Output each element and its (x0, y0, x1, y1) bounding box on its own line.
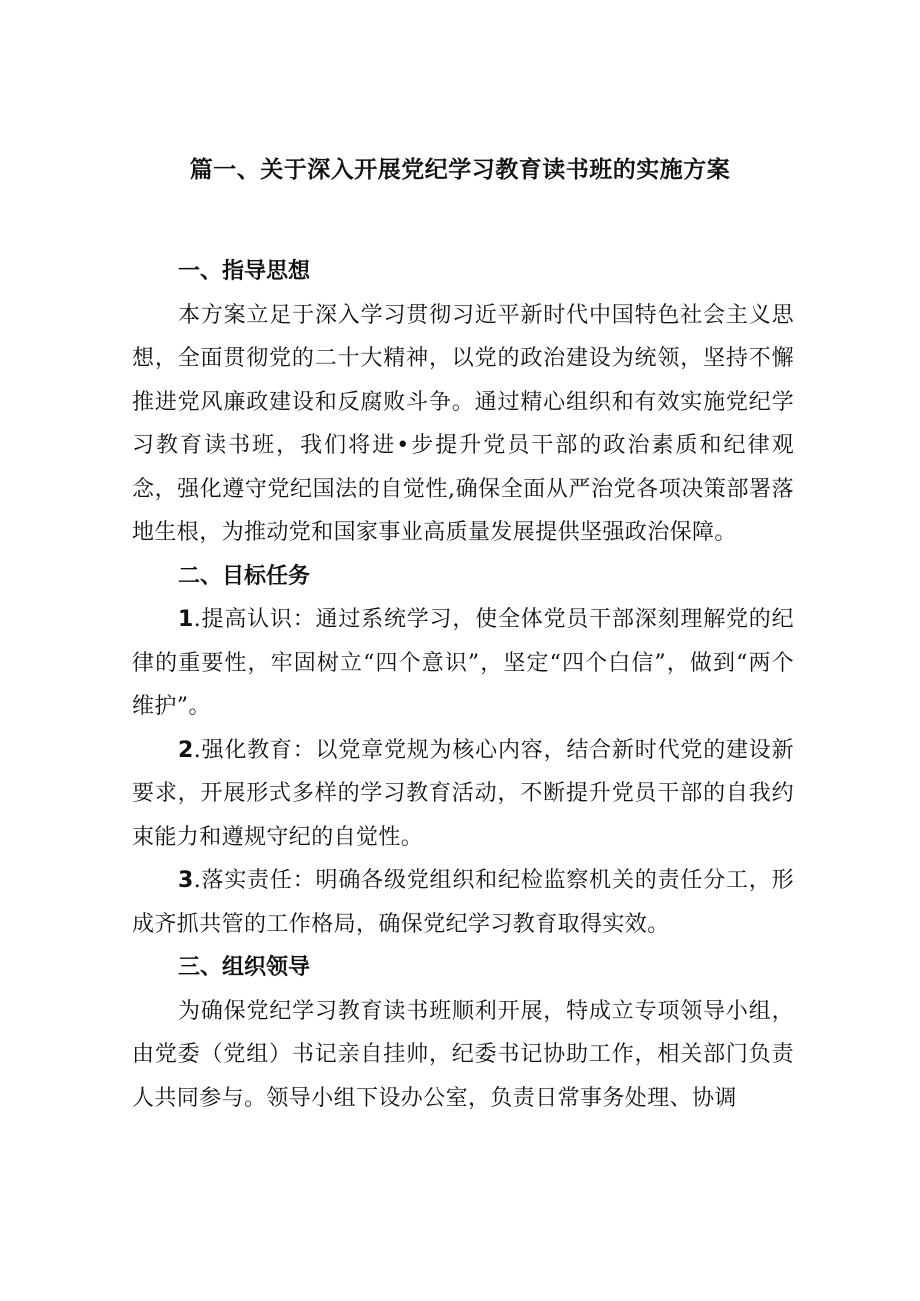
list-item-implement-responsibility (132, 859, 794, 946)
item-number: 3 (178, 868, 194, 893)
item-number: 2 (178, 737, 194, 763)
document-body (132, 250, 794, 1120)
section-heading-guiding-ideology: 一、指导思想 (178, 258, 311, 284)
item-text: .落实责任：明确各级党组织和纪检监察机关的责任分工，形成齐抓共管的工作格局，确保党纪学习教育取得实效。 (132, 868, 794, 937)
paragraph-organization-leadership: 为确保党纪学习教育读书班顺利开展，特成立专项领导小组，由党委（党组）书记亲自挂帅，纪委书记协助工作，相关部门负责人共同参与。领导小组下设办公室，负责日常事务处理、协调 (132, 998, 794, 1111)
item-text: .提高认识：通过系统学习，使全体党员干部深刻理解党的纪律的重要性，牢固树立“四个意识”，坚定“四个白信”，做到“两个维护”。 (132, 607, 794, 719)
section-heading-goals-tasks: 二、目标任务 (178, 562, 311, 589)
document-title: 篇一、关于深入开展党纪学习教育读书班的实施方案 (189, 156, 731, 183)
paragraph-guiding-ideology: 本方案立足于深入学习贯彻习近平新时代中国特色社会主义思想，全面贯彻党的二十大精神，以党的政治建设为统领，坚持不懈推进党风廉政建设和反腐败斗争。通过精心组织和有效实施党纪学习教育读书班，我们将进•步提升党员干部的政治素质和纪律观念，强化遵守党纪国法的自觉性,确保全面从严治党各项决策部署落地生根，为推动党和国家事业高质量发展提供坚强政治保障。 (132, 302, 794, 545)
list-item-strengthen-education (132, 729, 794, 860)
item-number: 1 (178, 607, 194, 632)
section-heading-organization-leadership: 三、组织领导 (178, 954, 311, 980)
item-text: .强化教育：以党章党规为核心内容，结合新时代党的建设新要求，开展形式多样的学习教育活动，不断提升党员干部的自我约束能力和遵规守纪的自觉性。 (132, 737, 794, 850)
list-item-raise-awareness (132, 598, 794, 729)
